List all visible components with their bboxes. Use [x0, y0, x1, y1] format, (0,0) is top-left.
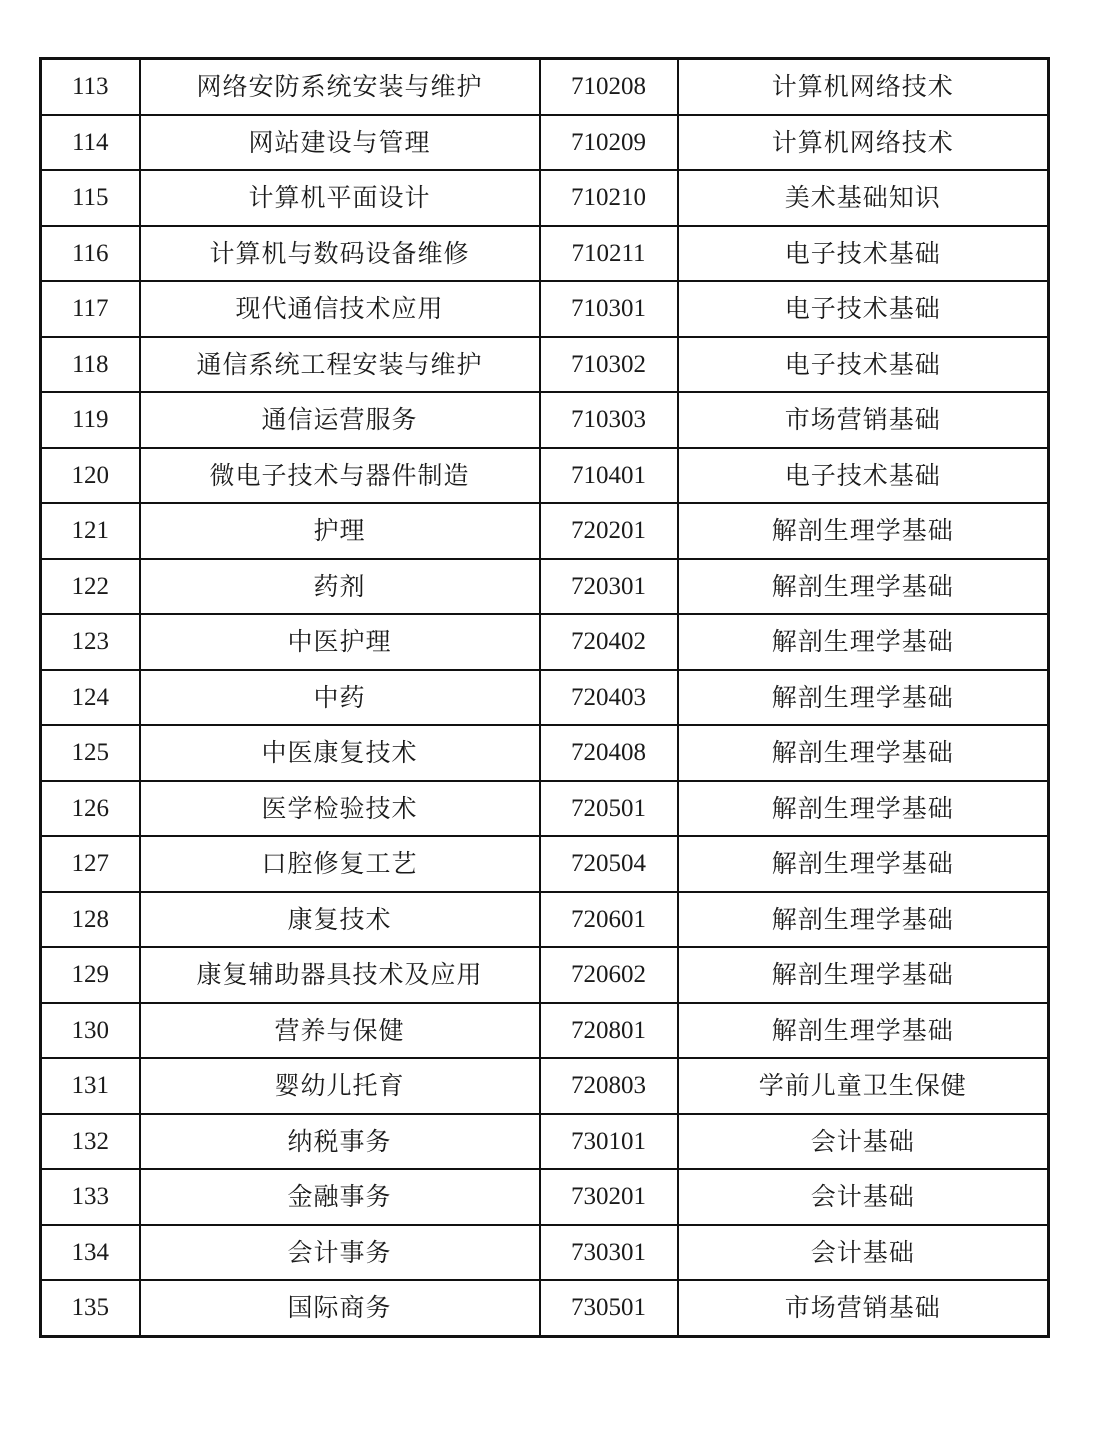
major-table — [39, 57, 1050, 1338]
major-name-cell: 康复技术 — [140, 892, 540, 948]
major-name-cell: 通信运营服务 — [140, 392, 540, 448]
major-code-cell: 710303 — [540, 392, 678, 448]
table-body — [41, 59, 1049, 1337]
major-name-cell: 通信系统工程安装与维护 — [140, 337, 540, 393]
major-code-cell: 720801 — [540, 1003, 678, 1059]
row-number-cell: 126 — [41, 781, 140, 837]
table-row — [41, 226, 1049, 282]
table-row — [41, 670, 1049, 726]
major-code-cell: 710401 — [540, 448, 678, 504]
row-number-cell: 131 — [41, 1058, 140, 1114]
table-row — [41, 1225, 1049, 1281]
major-code-cell: 720501 — [540, 781, 678, 837]
row-number-cell: 130 — [41, 1003, 140, 1059]
exam-subject-cell: 市场营销基础 — [678, 1280, 1049, 1336]
major-table-container — [39, 57, 1047, 1338]
major-code-cell: 720601 — [540, 892, 678, 948]
row-number-cell: 123 — [41, 614, 140, 670]
exam-subject-cell: 解剖生理学基础 — [678, 781, 1049, 837]
table-row — [41, 281, 1049, 337]
row-number-cell: 119 — [41, 392, 140, 448]
table-row — [41, 1058, 1049, 1114]
exam-subject-cell: 会计基础 — [678, 1225, 1049, 1281]
row-number-cell: 120 — [41, 448, 140, 504]
row-number-cell: 115 — [41, 170, 140, 226]
exam-subject-cell: 市场营销基础 — [678, 392, 1049, 448]
row-number-cell: 113 — [41, 59, 140, 115]
major-name-cell: 网站建设与管理 — [140, 115, 540, 171]
table-row — [41, 59, 1049, 115]
major-name-cell: 口腔修复工艺 — [140, 836, 540, 892]
major-code-cell: 720504 — [540, 836, 678, 892]
exam-subject-cell: 美术基础知识 — [678, 170, 1049, 226]
major-code-cell: 710301 — [540, 281, 678, 337]
table-row — [41, 1003, 1049, 1059]
major-code-cell: 730501 — [540, 1280, 678, 1336]
table-row — [41, 836, 1049, 892]
row-number-cell: 122 — [41, 559, 140, 615]
table-row — [41, 1114, 1049, 1170]
major-code-cell: 720301 — [540, 559, 678, 615]
major-code-cell: 710211 — [540, 226, 678, 282]
row-number-cell: 125 — [41, 725, 140, 781]
row-number-cell: 135 — [41, 1280, 140, 1336]
row-number-cell: 134 — [41, 1225, 140, 1281]
major-name-cell: 国际商务 — [140, 1280, 540, 1336]
row-number-cell: 117 — [41, 281, 140, 337]
exam-subject-cell: 解剖生理学基础 — [678, 725, 1049, 781]
major-name-cell: 中医护理 — [140, 614, 540, 670]
row-number-cell: 133 — [41, 1169, 140, 1225]
major-code-cell: 710208 — [540, 59, 678, 115]
major-name-cell: 计算机平面设计 — [140, 170, 540, 226]
major-code-cell: 730301 — [540, 1225, 678, 1281]
major-code-cell: 710210 — [540, 170, 678, 226]
row-number-cell: 124 — [41, 670, 140, 726]
major-name-cell: 网络安防系统安装与维护 — [140, 59, 540, 115]
table-row — [41, 781, 1049, 837]
table-row — [41, 170, 1049, 226]
row-number-cell: 121 — [41, 503, 140, 559]
exam-subject-cell: 解剖生理学基础 — [678, 614, 1049, 670]
row-number-cell: 116 — [41, 226, 140, 282]
table-row — [41, 503, 1049, 559]
table-row — [41, 614, 1049, 670]
major-name-cell: 纳税事务 — [140, 1114, 540, 1170]
major-code-cell: 720408 — [540, 725, 678, 781]
table-row — [41, 1280, 1049, 1336]
major-code-cell: 710209 — [540, 115, 678, 171]
major-code-cell: 710302 — [540, 337, 678, 393]
exam-subject-cell: 电子技术基础 — [678, 337, 1049, 393]
major-code-cell: 720403 — [540, 670, 678, 726]
major-name-cell: 营养与保健 — [140, 1003, 540, 1059]
row-number-cell: 127 — [41, 836, 140, 892]
row-number-cell: 114 — [41, 115, 140, 171]
exam-subject-cell: 解剖生理学基础 — [678, 892, 1049, 948]
major-code-cell: 730201 — [540, 1169, 678, 1225]
major-name-cell: 微电子技术与器件制造 — [140, 448, 540, 504]
exam-subject-cell: 解剖生理学基础 — [678, 559, 1049, 615]
table-row — [41, 892, 1049, 948]
major-code-cell: 720803 — [540, 1058, 678, 1114]
exam-subject-cell: 电子技术基础 — [678, 226, 1049, 282]
table-row — [41, 448, 1049, 504]
major-name-cell: 现代通信技术应用 — [140, 281, 540, 337]
exam-subject-cell: 解剖生理学基础 — [678, 503, 1049, 559]
major-name-cell: 会计事务 — [140, 1225, 540, 1281]
major-name-cell: 医学检验技术 — [140, 781, 540, 837]
exam-subject-cell: 计算机网络技术 — [678, 59, 1049, 115]
major-name-cell: 中医康复技术 — [140, 725, 540, 781]
exam-subject-cell: 计算机网络技术 — [678, 115, 1049, 171]
table-row — [41, 947, 1049, 1003]
exam-subject-cell: 解剖生理学基础 — [678, 1003, 1049, 1059]
major-name-cell: 金融事务 — [140, 1169, 540, 1225]
major-name-cell: 中药 — [140, 670, 540, 726]
table-row — [41, 725, 1049, 781]
major-code-cell: 720402 — [540, 614, 678, 670]
table-row — [41, 337, 1049, 393]
major-name-cell: 护理 — [140, 503, 540, 559]
row-number-cell: 132 — [41, 1114, 140, 1170]
table-row — [41, 392, 1049, 448]
exam-subject-cell: 解剖生理学基础 — [678, 670, 1049, 726]
row-number-cell: 118 — [41, 337, 140, 393]
exam-subject-cell: 会计基础 — [678, 1114, 1049, 1170]
exam-subject-cell: 解剖生理学基础 — [678, 836, 1049, 892]
exam-subject-cell: 解剖生理学基础 — [678, 947, 1049, 1003]
table-row — [41, 559, 1049, 615]
major-name-cell: 康复辅助器具技术及应用 — [140, 947, 540, 1003]
exam-subject-cell: 电子技术基础 — [678, 448, 1049, 504]
table-row — [41, 1169, 1049, 1225]
row-number-cell: 128 — [41, 892, 140, 948]
major-code-cell: 720201 — [540, 503, 678, 559]
major-name-cell: 药剂 — [140, 559, 540, 615]
major-name-cell: 计算机与数码设备维修 — [140, 226, 540, 282]
exam-subject-cell: 会计基础 — [678, 1169, 1049, 1225]
row-number-cell: 129 — [41, 947, 140, 1003]
major-name-cell: 婴幼儿托育 — [140, 1058, 540, 1114]
major-code-cell: 730101 — [540, 1114, 678, 1170]
exam-subject-cell: 学前儿童卫生保健 — [678, 1058, 1049, 1114]
exam-subject-cell: 电子技术基础 — [678, 281, 1049, 337]
table-row — [41, 115, 1049, 171]
major-code-cell: 720602 — [540, 947, 678, 1003]
